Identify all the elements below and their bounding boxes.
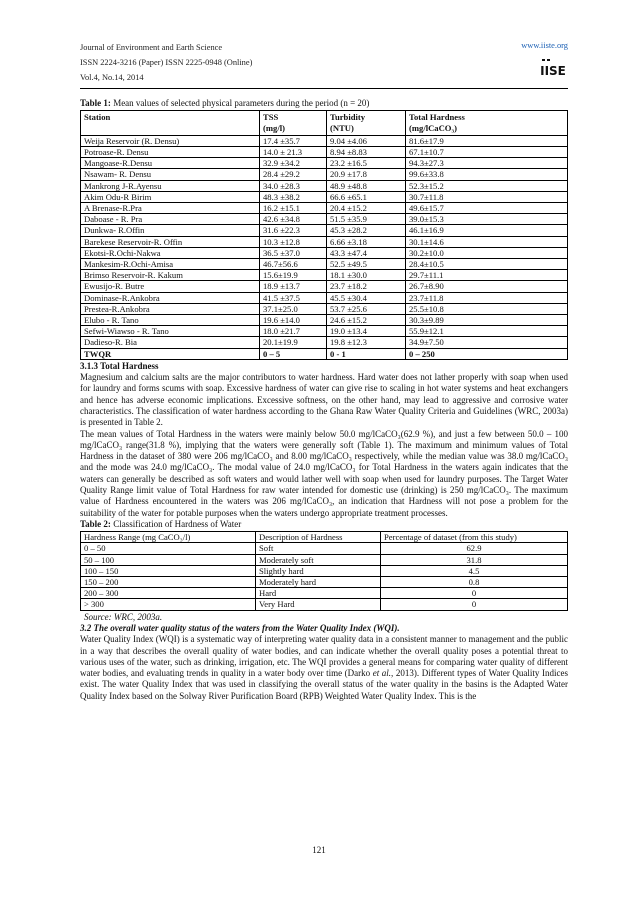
table1-cell: 45.3 ±28.2 (327, 225, 406, 236)
table1-row (81, 314, 568, 325)
page-body (80, 98, 568, 702)
table1-cell: 32.9 ±34.2 (260, 158, 327, 169)
table1-cell: 67.1±10.7 (406, 146, 568, 157)
table1-cell: 34.9±7.50 (406, 337, 568, 348)
table1-cell: 14.0 ± 21.3 (260, 146, 327, 157)
table1-cell: Mankrong J-R.Ayensu (81, 180, 260, 191)
table2-row (81, 599, 568, 610)
table1-row (81, 146, 568, 157)
table1-cell: 52.3±15.2 (406, 180, 568, 191)
table1-header-cell: Turbidity (NTU) (327, 111, 406, 135)
table1-cell: 16.2 ±15.1 (260, 202, 327, 213)
table1-cell: 45.5 ±30.4 (327, 292, 406, 303)
table1-cell: 29.7±11.1 (406, 270, 568, 281)
table1-cell: 37.1±25.0 (260, 303, 327, 314)
table1-cell: 51.5 ±35.9 (327, 214, 406, 225)
table1-row (81, 281, 568, 292)
table1-cell: Barekese Reservoir-R. Offin (81, 236, 260, 247)
table1-row (81, 337, 568, 348)
table1-cell: A Brenase-R.Pra (81, 202, 260, 213)
table1-cell: 20.9 ±17.8 (327, 169, 406, 180)
table1-cell: 30.2±10.0 (406, 247, 568, 258)
table1-cell: TWQR (81, 348, 260, 359)
table1-cell: 17.4 ±35.7 (260, 135, 327, 146)
journal-name: Journal of Environment and Earth Science (80, 43, 223, 52)
table1-cell: 30.1±14.6 (406, 236, 568, 247)
table1-cell: Daboase - R. Pra (81, 214, 260, 225)
svg-text:IISE: IISE (540, 64, 566, 78)
table1-cell: 30.3±9.89 (406, 314, 568, 325)
table2-row (81, 543, 568, 554)
table1-row (81, 180, 568, 191)
table1-cell: 23.7±11.8 (406, 292, 568, 303)
table1-cell: 66.6 ±65.1 (327, 191, 406, 202)
table1-cell: 43.3 ±47.4 (327, 247, 406, 258)
table2-cell: 0 (381, 588, 568, 599)
table1-row (81, 169, 568, 180)
table2-cell: 0 – 50 (81, 543, 256, 554)
table2-caption: Table 2: Classification of Hardness of Water (80, 518, 242, 529)
table1-cell: 42.6 ±34.8 (260, 214, 327, 225)
table1-cell: 81.6±17.9 (406, 135, 568, 146)
table1-row (81, 191, 568, 202)
table1-cell: Mankesim-R.Ochi-Amisa (81, 258, 260, 269)
iiste-logo-icon (540, 58, 566, 78)
table2-header-cell: Description of Hardness (256, 532, 381, 543)
table1-cell: 10.3 ±12.8 (260, 236, 327, 247)
table1-cell: 25.5±10.8 (406, 303, 568, 314)
table1-row (81, 225, 568, 236)
table1-cell: 20.1±19.9 (260, 337, 327, 348)
issn: ISSN 2224-3216 (Paper) ISSN 2225-0948 (Online) (80, 58, 253, 67)
journal-url[interactable]: www.iiste.org (521, 41, 568, 50)
table1-cell: 41.5 ±37.5 (260, 292, 327, 303)
table1-row (81, 247, 568, 258)
table1-cell: 19.8 ±12.3 (327, 337, 406, 348)
table1-cell: Ekotsi-R.Ochi-Nakwa (81, 247, 260, 258)
table1-cell: 18.9 ±13.7 (260, 281, 327, 292)
table1-cell: 0 - 1 (327, 348, 406, 359)
page-number: 121 (312, 845, 326, 855)
table2-cell: 100 – 150 (81, 565, 256, 576)
table2 (80, 531, 568, 610)
table1-cell: 19.0 ±13.4 (327, 326, 406, 337)
hardness-paragraph-1: Magnesium and calcium salts are the major contributors to water hardness. Hard water does not lather properly with soap when used for laundry and forms scums with soap. Excessive hardness of water can give rise to scaling in hot water systems and heat exchangers and hence has adverse economic implications. Excessive softness, on the other hand, may lead to aggressive and corrosive water characteristics. The classification of water hardness according to the Ghana Raw Water Quality Criteria and Guidelines (WRC, 2003a) is presented in Table 2. (80, 372, 568, 428)
table1-cell: 8.94 ±8.83 (327, 146, 406, 157)
header-rule (80, 88, 568, 89)
table1-cell: 26.7±8.90 (406, 281, 568, 292)
table2-cell: 0 (381, 599, 568, 610)
table2-cell: Slightly hard (256, 565, 381, 576)
wqi-paragraph: Water Quality Index (WQI) is a systematic way of interpreting water quality data in a consistent manner to management and the public in a way that describes the overall quality of water bodies, and can indicate whether the overall quality poses a potential threat to various uses of the water, such as drinking, irrigation, etc. The WQI provides a general means for comparing water quality of different water bodies, and evaluating trends in quality in a water body over time (Darko et al., 2013). Different types of Water Quality Indices exist. The water Quality Index that was used in classifying the overall status of the water quality in the basins is the Adapted Water Quality Index based on the Solway River Purification Board (RPB) Weighted Water Quality Index. This is the (80, 634, 568, 701)
table1-cell: 48.9 ±48.8 (327, 180, 406, 191)
table2-cell: 50 – 100 (81, 554, 256, 565)
table1-cell: 94.3±27.3 (406, 158, 568, 169)
table1-cell: 46.7±56.6 (260, 258, 327, 269)
table1-row (81, 270, 568, 281)
table1-cell: 52.5 ±49.5 (327, 258, 406, 269)
table1-cell: Mangoase-R.Densu (81, 158, 260, 169)
table1-row (81, 303, 568, 314)
table1-cell: 28.4±10.5 (406, 258, 568, 269)
section-3-2-heading: 3.2 The overall water quality status of the waters from the Water Quality Index (WQI). (80, 622, 400, 633)
running-header (80, 40, 252, 85)
table1-cell: Dominase-R.Ankobra (81, 292, 260, 303)
table1-cell: Sefwi-Wiawso - R. Tano (81, 326, 260, 337)
table2-header-cell: Hardness Range (mg CaCO₃/l) (81, 532, 256, 543)
table1-header-cell: Station (81, 111, 260, 135)
table1-cell: 28.4 ±29.2 (260, 169, 327, 180)
table1-cell: 18.1 ±30.0 (327, 270, 406, 281)
table1-cell: 24.6 ±15.2 (327, 314, 406, 325)
table1-row (81, 258, 568, 269)
table1-cell: 15.6±19.9 (260, 270, 327, 281)
table1-cell: 99.6±33.8 (406, 169, 568, 180)
table2-cell: 4.5 (381, 565, 568, 576)
table2-row (81, 554, 568, 565)
table1-header-cell: Total Hardness (mg/lCaCO₃) (406, 111, 568, 135)
table1-cell: Nsawam- R. Densu (81, 169, 260, 180)
table1-cell: 49.6±15.7 (406, 202, 568, 213)
table2-cell: 62.9 (381, 543, 568, 554)
table1-row (81, 214, 568, 225)
table1-cell: 0 – 5 (260, 348, 327, 359)
hardness-paragraph-2: The mean values of Total Hardness in the waters were mainly below 50.0 mg/lCaCO₃(62.9 %), and just a few between 50.0 – 100 mg/lCaCO₃ range(31.8 %), implying that the waters were generally soft (Table 1). The maximum and minimum values of Total Hardness in the dataset of 380 were 206 mg/lCaCO₃ and 8.00 mg/lCaCO₃ respectively, while the median value was 38.0 mg/lCaCO₃ and the mode was 24.0 mg/lCaCO₃. The modal value of 24.0 mg/lCaCO₃ for Total Hardness in the waters again indicates that the waters can generally be described as soft waters and would lather well with soap when used for laundry purposes. The Target Water Quality Range limit value of Total Hardness for raw water intended for domestic use (drinking) is 250 mg/lCaCO₃. The maximum value of Hardness encountered in the waters was 206 mg/lCaCO₃, an indication that Hardness will not pose a problem for the suitability of the water for potable purposes when the waters undergo appropriate treatment processes. (80, 428, 568, 518)
table2-cell: Moderately hard (256, 577, 381, 588)
table2-cell: 150 – 200 (81, 577, 256, 588)
table1-cell: 30.7±11.8 (406, 191, 568, 202)
table1-cell: 39.0±15.3 (406, 214, 568, 225)
table1-cell: 20.4 ±15.2 (327, 202, 406, 213)
table2-source: Source: WRC, 2003a. (84, 611, 163, 622)
table1-cell: Ewusijo-R. Butre (81, 281, 260, 292)
table2-cell: > 300 (81, 599, 256, 610)
table1-cell: 31.6 ±22.3 (260, 225, 327, 236)
table2-cell: 31.8 (381, 554, 568, 565)
table1-row (81, 292, 568, 303)
table1-cell: Akim Odu-R Birim (81, 191, 260, 202)
table2-row (81, 577, 568, 588)
table1-cell: 19.6 ±14.0 (260, 314, 327, 325)
table1-cell: Elubo - R. Tano (81, 314, 260, 325)
volume-issue: Vol.4, No.14, 2014 (80, 73, 144, 82)
table1-cell: 6.66 ±3.18 (327, 236, 406, 247)
table1-row (81, 158, 568, 169)
table1-body (81, 135, 568, 359)
table1-cell: Dadieso-R. Bia (81, 337, 260, 348)
table1-cell: Weija Reservoir (R. Densu) (81, 135, 260, 146)
table2-cell: Soft (256, 543, 381, 554)
table1-cell: 48.3 ±38.2 (260, 191, 327, 202)
table1 (80, 110, 568, 359)
table1-row (81, 135, 568, 146)
table1-cell: 23.2 ±16.5 (327, 158, 406, 169)
table2-cell: 0.8 (381, 577, 568, 588)
table2-header-cell: Percentage of dataset (from this study) (381, 532, 568, 543)
table1-cell: 36.5 ±37.0 (260, 247, 327, 258)
table1-cell: 53.7 ±25.6 (327, 303, 406, 314)
table1-row (81, 348, 568, 359)
table1-cell: Potroase-R. Densu (81, 146, 260, 157)
table2-cell: Moderately soft (256, 554, 381, 565)
section-3-1-3-heading: 3.1.3 Total Hardness (80, 360, 159, 371)
table2-row (81, 588, 568, 599)
table2-cell: Very Hard (256, 599, 381, 610)
table2-cell: Hard (256, 588, 381, 599)
table1-row (81, 236, 568, 247)
table1-row (81, 326, 568, 337)
table1-cell: 55.9±12.1 (406, 326, 568, 337)
table2-row (81, 565, 568, 576)
table2-cell: 200 – 300 (81, 588, 256, 599)
table1-row (81, 202, 568, 213)
table2-body (81, 543, 568, 610)
table1-cell: 34.0 ±28.3 (260, 180, 327, 191)
table1-caption: Table 1: Mean values of selected physical parameters during the period (n = 20) (80, 98, 370, 108)
table1-cell: Brimso Reservoir-R. Kakum (81, 270, 260, 281)
table1-cell: 9.04 ±4.06 (327, 135, 406, 146)
table1-cell: 46.1±16.9 (406, 225, 568, 236)
table1-cell: Dunkwa- R.Offin (81, 225, 260, 236)
table1-header-cell: TSS (mg/l) (260, 111, 327, 135)
table1-cell: Prestea-R.Ankobra (81, 303, 260, 314)
table2-header-row (81, 532, 568, 543)
table1-header-row (81, 111, 568, 135)
table1-cell: 23.7 ±18.2 (327, 281, 406, 292)
table1-cell: 18.0 ±21.7 (260, 326, 327, 337)
table1-cell: 0 – 250 (406, 348, 568, 359)
